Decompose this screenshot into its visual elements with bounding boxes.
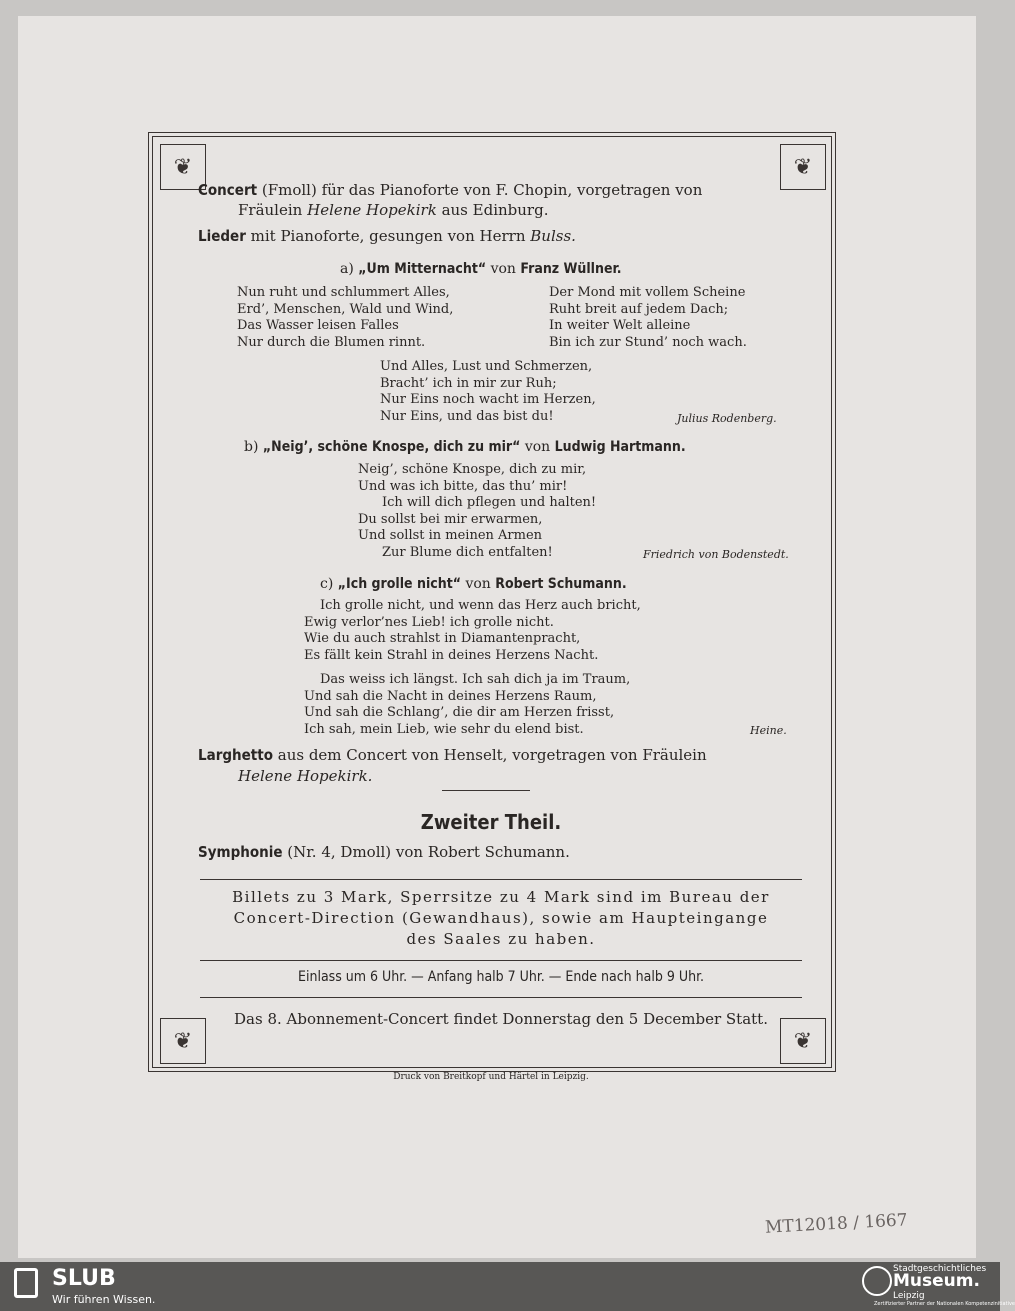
lieder-singer: Bulss. (530, 227, 576, 245)
slub-logo-icon (14, 1268, 38, 1298)
verse-line: Nur Eins noch wacht im Herzen, (380, 392, 596, 407)
concert-text: (Fmoll) für das Pianoforte von F. Chopin, vorgetragen von (261, 181, 703, 199)
verse-line: Nur Eins, und das bist du! (380, 408, 554, 424)
song-b-heading (244, 439, 686, 455)
verse-line: Nur durch die Blumen rinnt. (237, 334, 426, 350)
verse-line: Und Alles, Lust und Schmerzen, (380, 359, 593, 374)
divider-line (200, 997, 802, 998)
song-b-author: Friedrich von Bodenstedt. (643, 548, 789, 561)
lieder-text: mit Pianoforte, gesungen von Herrn (250, 227, 526, 245)
slub-tagline: Wir führen Wissen. (52, 1293, 156, 1306)
lieder-label: Lieder (198, 227, 246, 245)
museum-city: Leipzig (893, 1291, 925, 1301)
song-a-composer: Franz Wüllner. (520, 261, 622, 277)
song-a-author: Julius Rodenberg. (677, 412, 777, 425)
concert-performer: Helene Hopekirk (307, 201, 437, 219)
song-b-composer: Ludwig Hartmann. (554, 439, 686, 455)
museum-note: Zertifizierter Partner der Nationalen Kompetenzinitiative (874, 1301, 1015, 1307)
verse-line: In weiter Welt alleine (549, 318, 691, 333)
part-two-heading: Zweiter Theil. (420, 810, 562, 834)
ticket-line: des Saales zu haben. (406, 930, 596, 948)
song-c-von: von (465, 576, 491, 592)
song-c-author: Heine. (750, 724, 787, 737)
song-a-center-stanza (380, 359, 596, 425)
larghetto-label: Larghetto (198, 746, 273, 764)
concert-entry-line2 (238, 201, 548, 219)
verse-line: Neig’, schöne Knospe, dich zu mir, (358, 462, 587, 477)
song-a-prefix: a) (340, 261, 354, 277)
verse-line: Bin ich zur Stund’ noch wach. (549, 334, 747, 350)
song-c-stanza-1 (304, 598, 641, 664)
verse-line: Ich sah, mein Lieb, wie sehr du elend bist. (304, 721, 584, 737)
song-a-von: von (490, 261, 516, 277)
verse-line: Ruht breit auf jedem Dach; (549, 301, 729, 317)
handwritten-shelfmark: MT12018 / 1667 (764, 1210, 909, 1238)
song-b-stanza (358, 462, 596, 561)
times-info: Einlass um 6 Uhr. — Anfang halb 7 Uhr. — Ende nach halb 9 Uhr. (298, 969, 704, 985)
concert-text-2b: aus Edinburg. (441, 201, 549, 219)
corner-ornament-icon: ❦ (780, 144, 826, 190)
lieder-entry (198, 227, 576, 245)
song-c-stanza-2 (304, 672, 630, 738)
song-a-right-stanza (549, 285, 747, 351)
museum-top-text: Stadtgeschichtliches (893, 1264, 987, 1274)
corner-ornament-icon: ❦ (160, 1018, 206, 1064)
verse-line: Bracht’ ich in mir zur Ruh; (380, 375, 557, 391)
divider-line (200, 879, 802, 880)
concert-text-2a: Fräulein (238, 201, 303, 219)
corner-ornament-icon: ❦ (160, 144, 206, 190)
verse-line: Der Mond mit vollem Scheine (549, 285, 746, 300)
verse-line: Und sah die Nacht in deines Herzens Raum, (304, 688, 597, 704)
verse-line: Wie du auch strahlst in Diamantenpracht, (304, 631, 581, 646)
verse-line: Nun ruht und schlummert Alles, (237, 285, 450, 300)
slub-logo-text: SLUB (52, 1266, 116, 1291)
song-c-heading (320, 576, 627, 592)
divider-ornament (442, 790, 530, 791)
song-c-prefix: c) (320, 576, 334, 592)
verse-line: Das Wasser leisen Falles (237, 318, 399, 333)
song-a-left-stanza (237, 285, 453, 351)
symphonie-text: (Nr. 4, Dmoll) von Robert Schumann. (287, 843, 570, 861)
song-c-title: „Ich grolle nicht“ (337, 576, 461, 592)
museum-logo-icon (862, 1266, 892, 1296)
verse-line: Ich will dich pflegen und halten! (382, 495, 597, 510)
song-b-von: von (524, 439, 551, 455)
verse-line: Ich grolle nicht, und wenn das Herz auch bricht, (320, 598, 641, 613)
symphonie-label: Symphonie (198, 843, 283, 861)
larghetto-text: aus dem Concert von Henselt, vorgetragen von Fräulein (277, 746, 707, 764)
divider-line (200, 960, 802, 961)
ticket-line: Concert-Direction (Gewandhaus), sowie am Haupteingange (233, 909, 769, 927)
song-b-prefix: b) (244, 439, 259, 455)
verse-line: Und sollst in meinen Armen (358, 528, 543, 543)
ticket-info (200, 887, 802, 950)
footer-bar (0, 1262, 1015, 1311)
larghetto-performer: Helene Hopekirk. (238, 767, 373, 785)
larghetto-entry (198, 746, 707, 764)
next-concert-notice: Das 8. Abonnement-Concert findet Donnerstag den 5 December Statt. (234, 1010, 768, 1028)
ticket-line: Billets zu 3 Mark, Sperrsitze zu 4 Mark sind im Bureau der (232, 888, 770, 906)
song-c-composer: Robert Schumann. (495, 576, 627, 592)
verse-line: Ewig verlor’nes Lieb! ich grolle nicht. (304, 614, 554, 630)
concert-label: Concert (198, 181, 258, 199)
verse-line: Erd’, Menschen, Wald und Wind, (237, 301, 454, 317)
museum-name: Museum. (893, 1271, 980, 1291)
symphonie-entry (198, 843, 570, 861)
verse-line: Du sollst bei mir erwarmen, (358, 511, 543, 527)
song-a-title: „Um Mitternacht“ (358, 261, 487, 277)
verse-line: Zur Blume dich entfalten! (382, 544, 553, 560)
verse-line: Und was ich bitte, das thu’ mir! (358, 478, 568, 494)
verse-line: Und sah die Schlang’, die dir am Herzen frisst, (304, 705, 615, 720)
song-b-title: „Neig’, schöne Knospe, dich zu mir“ (262, 439, 521, 455)
verse-line: Es fällt kein Strahl in deines Herzens Nacht. (304, 647, 599, 663)
corner-ornament-icon: ❦ (780, 1018, 826, 1064)
song-a-heading (340, 261, 622, 277)
printer-imprint: Druck von Breitkopf und Härtel in Leipzig. (393, 1072, 589, 1082)
verse-line: Das weiss ich längst. Ich sah dich ja im Traum, (320, 672, 631, 687)
concert-entry (198, 181, 702, 199)
